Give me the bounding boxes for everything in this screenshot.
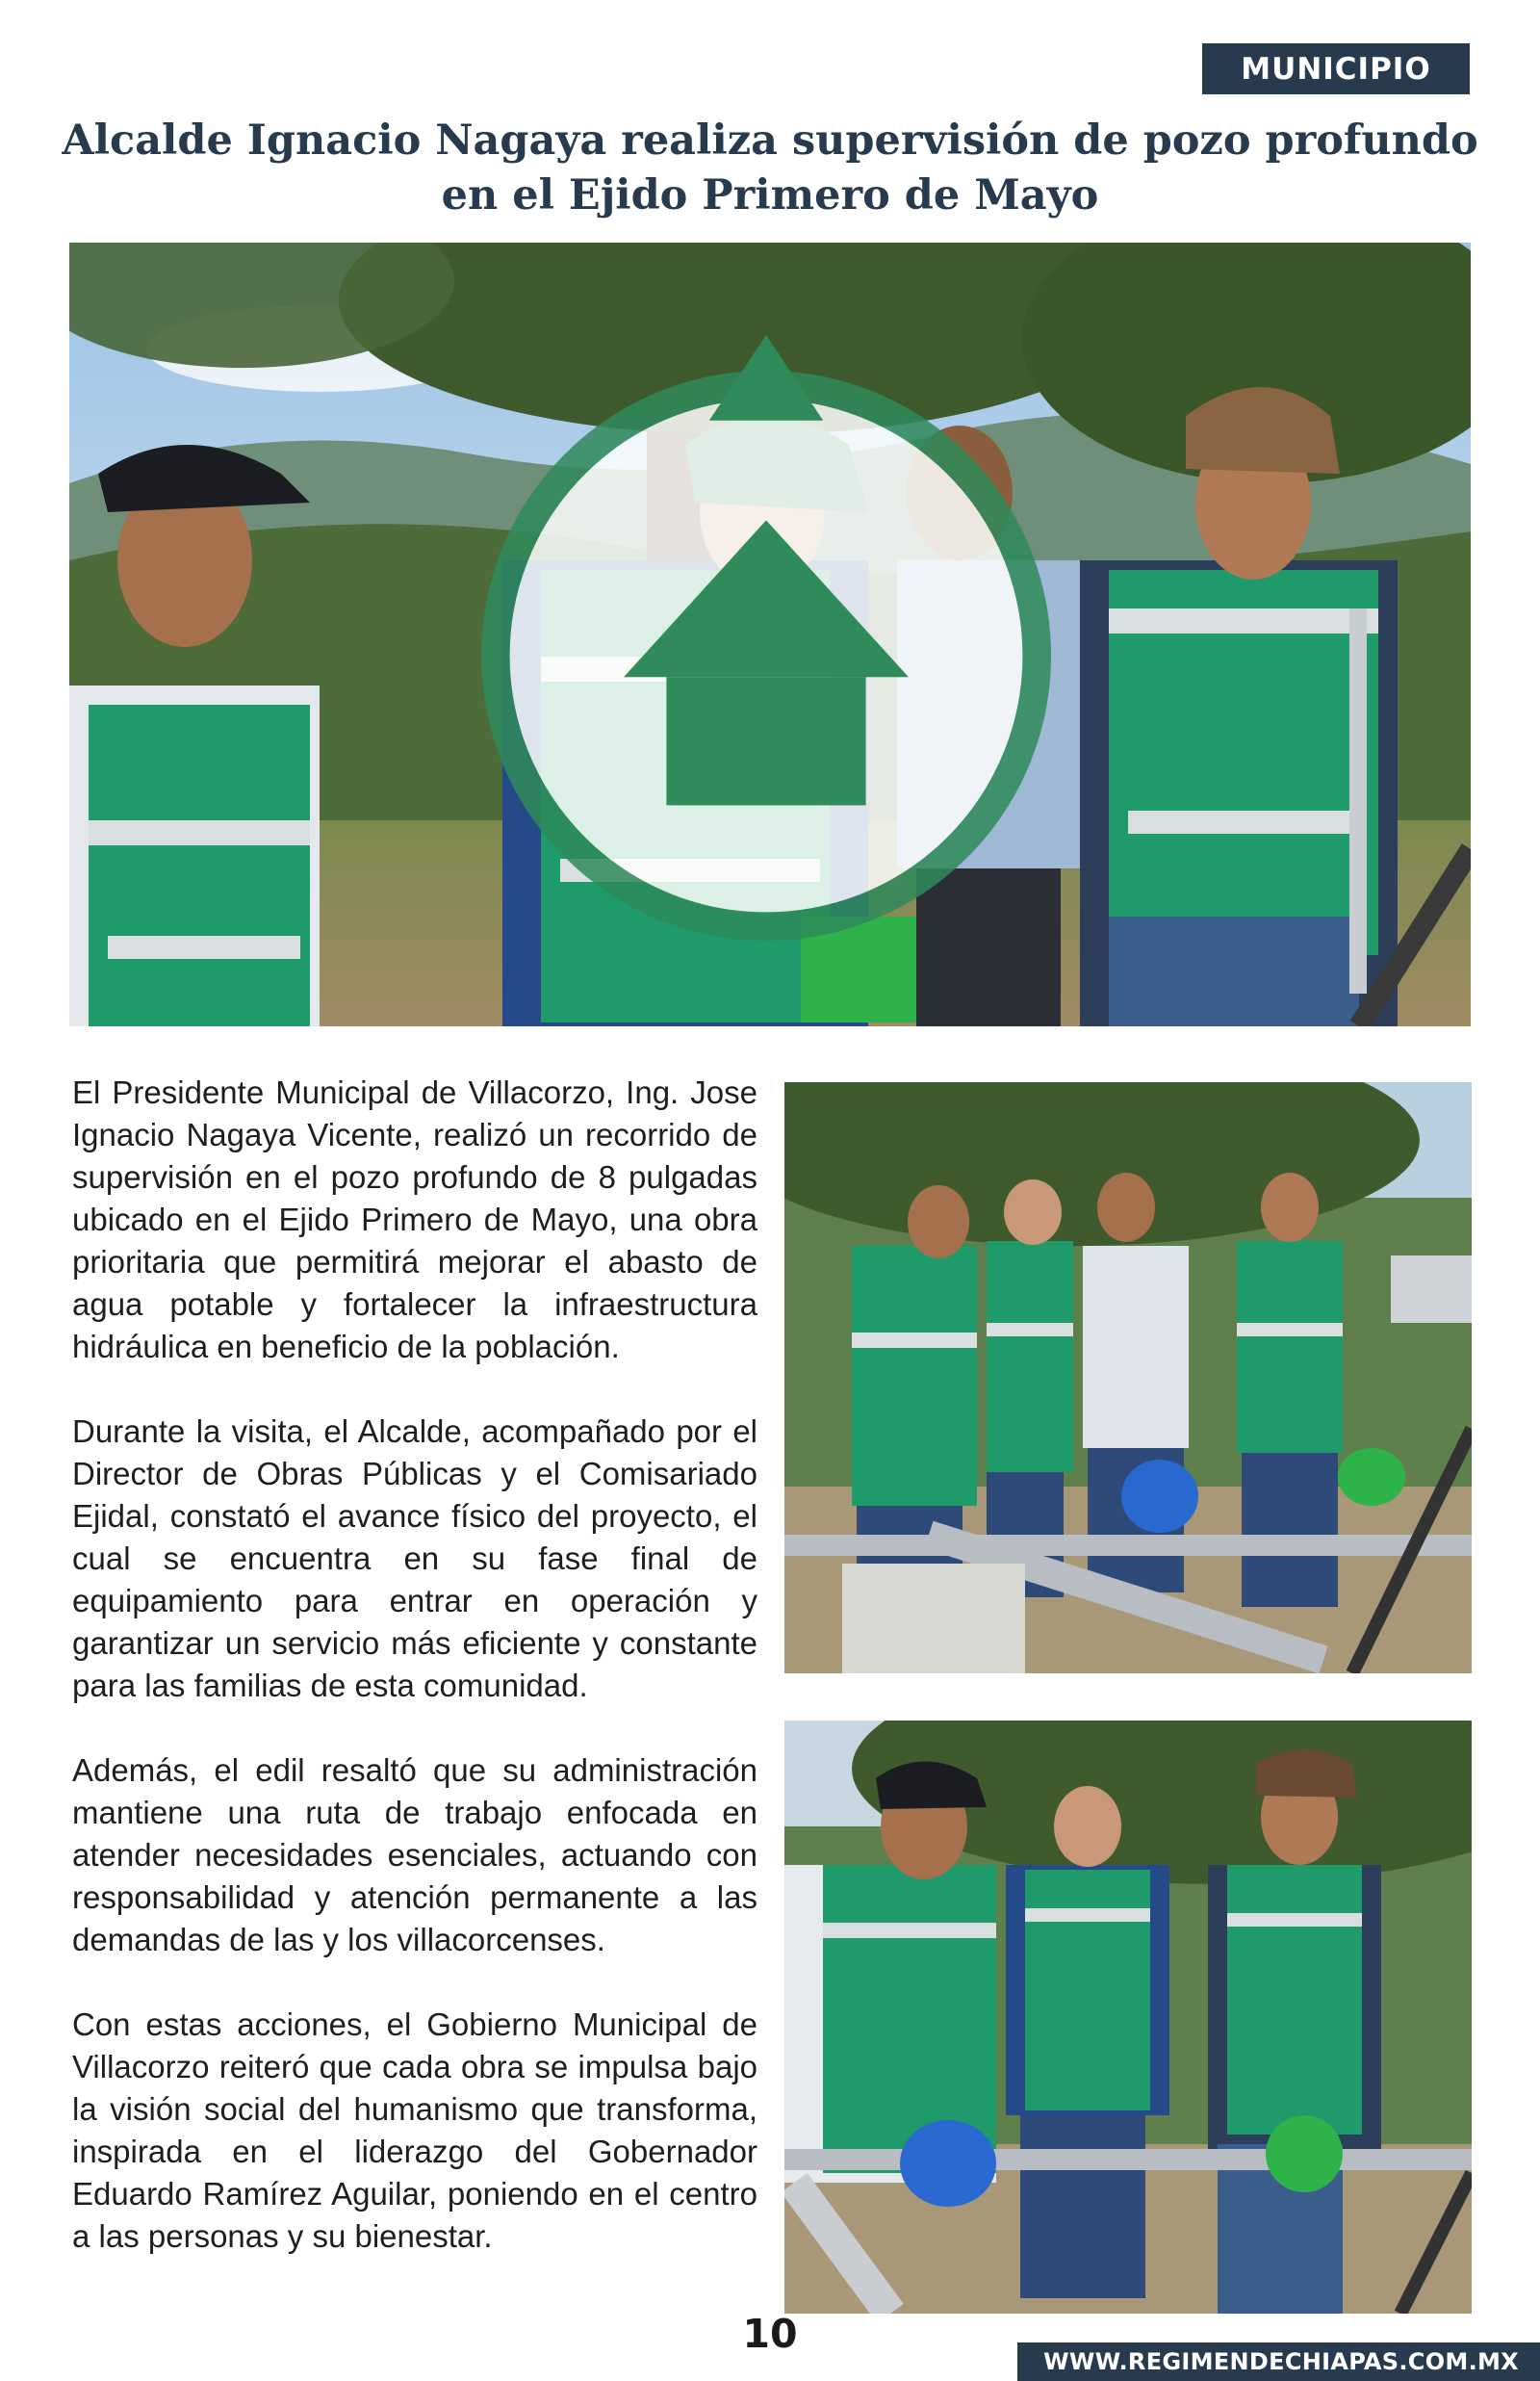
article-paragraph: Con estas acciones, el Gobierno Municipal de Villacorzo reiteró que cada obra se impulsa bajo la visión social del humanismo que transforma, inspirada en el liderazgo del Gobernador Eduardo Ramírez Aguilar, poniendo en el centro a las personas y su bienestar.: [72, 2006, 757, 2254]
article-paragraph: Durante la visita, el Alcalde, acompañado por el Director de Obras Públicas y el Comisariado Ejidal, constató el avance físico del proyecto, el cual se encuentra en su fase final de equipamiento para entrar en operación y garantizar un servicio más eficiente y constante para las familias de esta comunidad.: [72, 1413, 757, 1703]
secondary-photo-2-illustration: [784, 1721, 1472, 2314]
article-paragraph: El Presidente Municipal de Villacorzo, Ing. Jose Ignacio Nagaya Vicente, realizó un recorrido de supervisión en el pozo profundo de 8 pulgadas ubicado en el Ejido Primero de Mayo, una obra prioritaria que permitirá mejorar el abasto de agua potable y fortalecer la infraestructura hidráulica en beneficio de la población.: [72, 1074, 757, 1364]
secondary-photo-1-illustration: [784, 1082, 1472, 1673]
main-photo: [69, 243, 1471, 1026]
article-body: [72, 1072, 757, 2258]
headline-line-2: en el Ejido Primero de Mayo: [441, 171, 1099, 220]
article-headline: [58, 114, 1482, 223]
article-paragraph: Además, el edil resaltó que su administración mantiene una ruta de trabajo enfocada en atender necesidades esenciales, actuando con responsabilidad y atención permanente a las demandas de las y los villacorcenses.: [72, 1752, 757, 1957]
secondary-photo-1: [784, 1082, 1472, 1673]
section-badge: MUNICIPIO: [1202, 43, 1470, 94]
secondary-photo-2: [784, 1721, 1472, 2314]
website-footer: WWW.REGIMENDECHIAPAS.COM.MX: [1017, 2342, 1540, 2381]
headline-line-1: Alcalde Ignacio Nagaya realiza supervisión de pozo profundo: [62, 116, 1478, 165]
page-number: 10: [742, 2311, 798, 2357]
villacorzo-logo-icon: [69, 264, 1467, 1026]
